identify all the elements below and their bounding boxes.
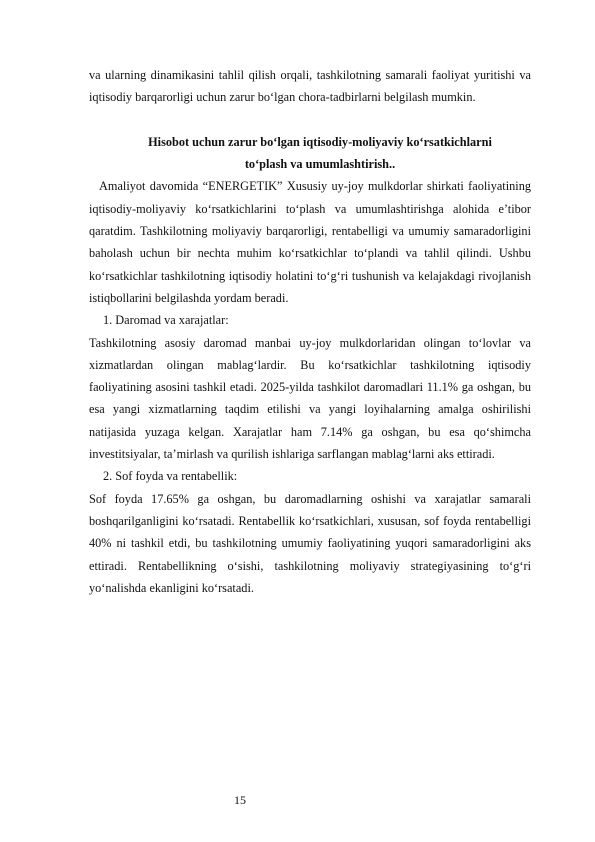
- section-heading-line-1: Hisobot uchun zarur bo‘lgan iqtisodiy-moliyaviy ko‘rsatkichlarni: [148, 134, 492, 149]
- body-paragraph-1: Amaliyot davomida “ENERGETIK” Xususiy uy-joy mulkdorlar shirkati faoliyatining iqtisodiy-moliyaviy ko‘rsatkichlarini to‘plash va umumlashtirishga alohida e’tibor qaratdim. Tashkilotning moliyaviy barqarorligi, rentabelligi va umumiy samaradorligini baholash uchun bir nechta muhim ko‘rsatkichlar to‘plandi va tahlil qilindi. Ushbu ko‘rsatkichlar tashkilotning iqtisodiy holatini to‘g‘ri tushunish va kelajakdagi rivojlanish istiqbollarini belgilashda yordam beradi.: [89, 179, 531, 305]
- list-item-2-text: Sof foyda 17.65% ga oshgan, bu daromadlarning oshishi va xarajatlar samarali boshqarilganligini ko‘rsatadi. Rentabellik ko‘rsatkichlari, xususan, sof foyda rentabelligi 40% ni tashkil etdi, bu tashkilotning umumiy faoliyatining yuqori samaradorligini aks ettiradi. Rentabellikning o‘sishi, tashkilotning moliyaviy strategiyasining to‘g‘ri yo‘nalishda ekanligini ko‘rsatadi.: [89, 491, 531, 595]
- intro-paragraph: va ularning dinamikasini tahlil qilish orqali, tashkilotning samarali faoliyat yuritishi va iqtisodiy barqarorligi uchun zarur bo‘lgan chora-tadbirlarni belgilash mumkin.: [89, 68, 531, 105]
- section-heading-line-2: to‘plash va umumlashtirish..: [244, 157, 396, 172]
- list-item-2-title: 2. Sof foyda va rentabellik:: [103, 469, 238, 484]
- page-number: 15: [234, 793, 246, 807]
- document-body: [89, 64, 531, 599]
- list-item-1-text: Tashkilotning asosiy daromad manbai uy-joy mulkdorlaridan olingan to‘lovlar va xizmatlardan olingan mablag‘lardir. Bu ko‘rsatkichlar tashkilotning iqtisodiy faoliyatining asosini tashkil etadi. 2025-yilda tashkilot daromadlari 11.1% ga oshgan, bu esa yangi xizmatlarning taqdim etilishi va yangi loyihalarning amalga oshirilishi natijasida yuzaga kelgan. Xarajatlar ham 7.14% ga oshgan, bu esa qo‘shimcha investitsiyalar, ta’mirlash va qurilish ishlariga sarflangan mablag‘larni aks ettiradi.: [89, 335, 531, 462]
- blank-line: [89, 109, 531, 131]
- list-item-1-title: 1. Daromad va xarajatlar:: [103, 313, 229, 328]
